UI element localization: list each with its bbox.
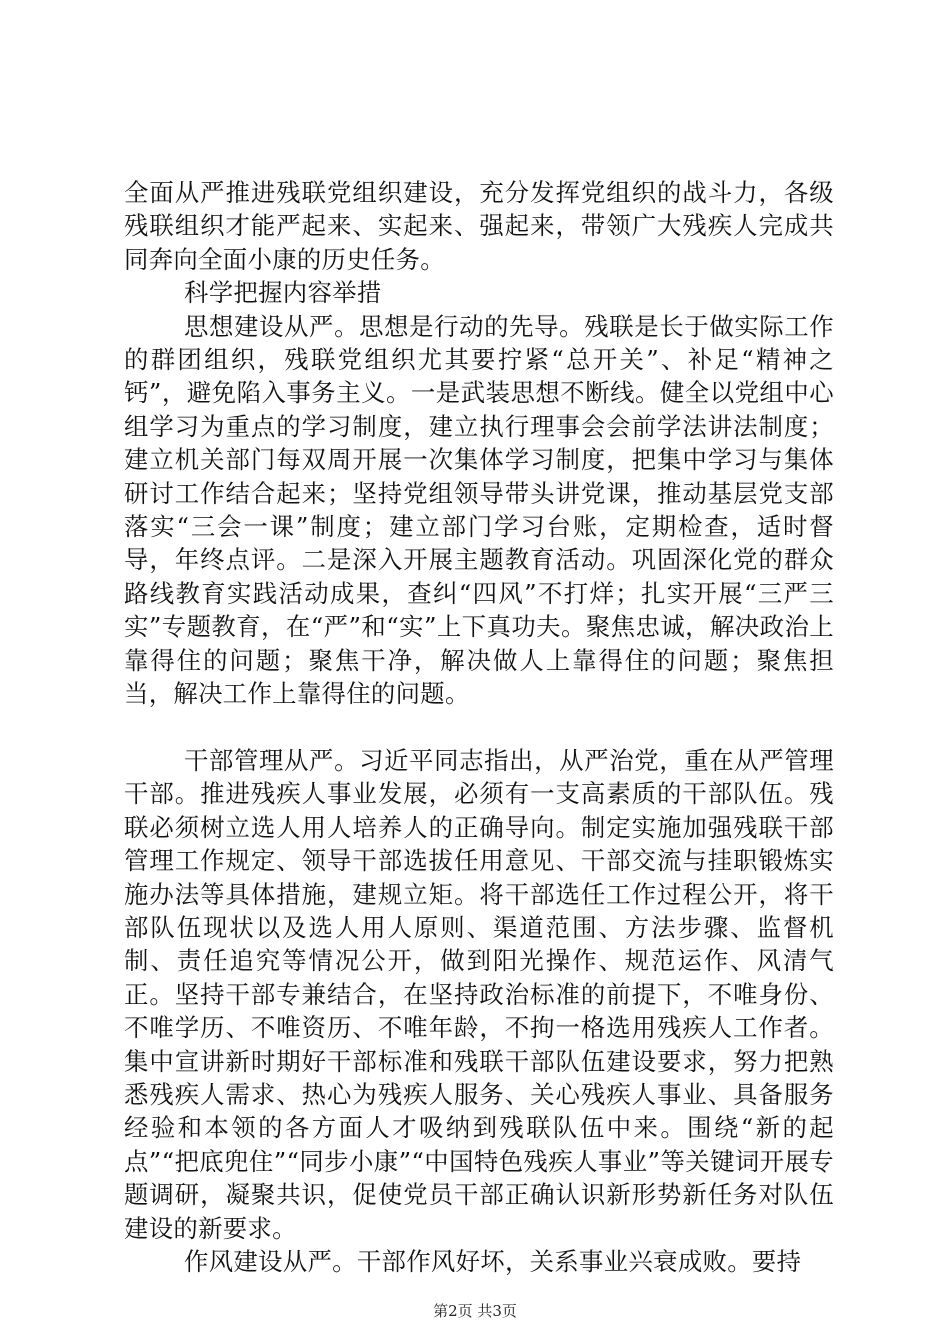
section-heading: 科学把握内容举措 xyxy=(184,278,382,308)
paragraph-intro: 全面从严推进残联党组织建设，充分发挥党组织的战斗力，各级残联组织才能严起来、实起来、强起来，带领广大残疾人完成共同奔向全面小康的历史任务。 xyxy=(124,178,834,274)
document-body xyxy=(124,176,834,1278)
page-footer: 第2页 共3页 xyxy=(433,1302,517,1320)
paragraph-cadre-management: 干部管理从严。习近平同志指出，从严治党，重在从严管理干部。推进残疾人事业发展，必须有一支高素质的干部队伍。残联必须树立选人用人培养人的正确导向。制定实施加强残联干部管理工作规定、领导干部选拔任用意见、干部交流与挂职锻炼实施办法等具体措施，建规立矩。将干部选任工作过程公开，将干部队伍现状以及选人用人原则、渠道范围、方法步骤、监督机制、责任追究等情况公开，做到阳光操作、规范运作、风清气正。坚持干部专兼结合，在坚持政治标准的前提下，不唯身份、不唯学历、不唯资历、不唯年龄，不拘一格选用残疾人工作者。集中宣讲新时期好干部标准和残联干部队伍建设要求，努力把熟悉残疾人需求、热心为残疾人服务、关心残疾人事业、具备服务经验和本领的各方面人才吸纳到残联队伍中来。围绕“新的起点”“把底兜住”“同步小康”“中国特色残疾人事业”等关键词开展专题调研，凝聚共识，促使党员干部正确认识新形势新任务对队伍建设的新要求。 xyxy=(124,745,834,1243)
paragraph-ideology: 思想建设从严。思想是行动的先导。残联是长于做实际工作的群团组织，残联党组织尤其要拧紧“总开关”、补足“精神之钙”，避免陷入事务主义。一是武装思想不断线。健全以党组中心组学习为重点的学习制度，建立执行理事会会前学法讲法制度；建立机关部门每双周开展一次集体学习制度，把集中学习与集体研讨工作结合起来；坚持党组领导带头讲党课，推动基层党支部落实“三会一课”制度；建立部门学习台账，定期检查，适时督导，年终点评。二是深入开展主题教育活动。巩固深化党的群众路线教育实践活动成果，查纠“四风”不打烊；扎实开展“三严三实”专题教育，在“严”和“实”上下真功夫。聚焦忠诚，解决政治上靠得住的问题；聚焦干净，解决做人上靠得住的问题；聚焦担当，解决工作上靠得住的问题。 xyxy=(124,311,834,709)
paragraph-work-style: 作风建设从严。干部作风好坏，关系事业兴衰成败。要持 xyxy=(184,1246,802,1276)
